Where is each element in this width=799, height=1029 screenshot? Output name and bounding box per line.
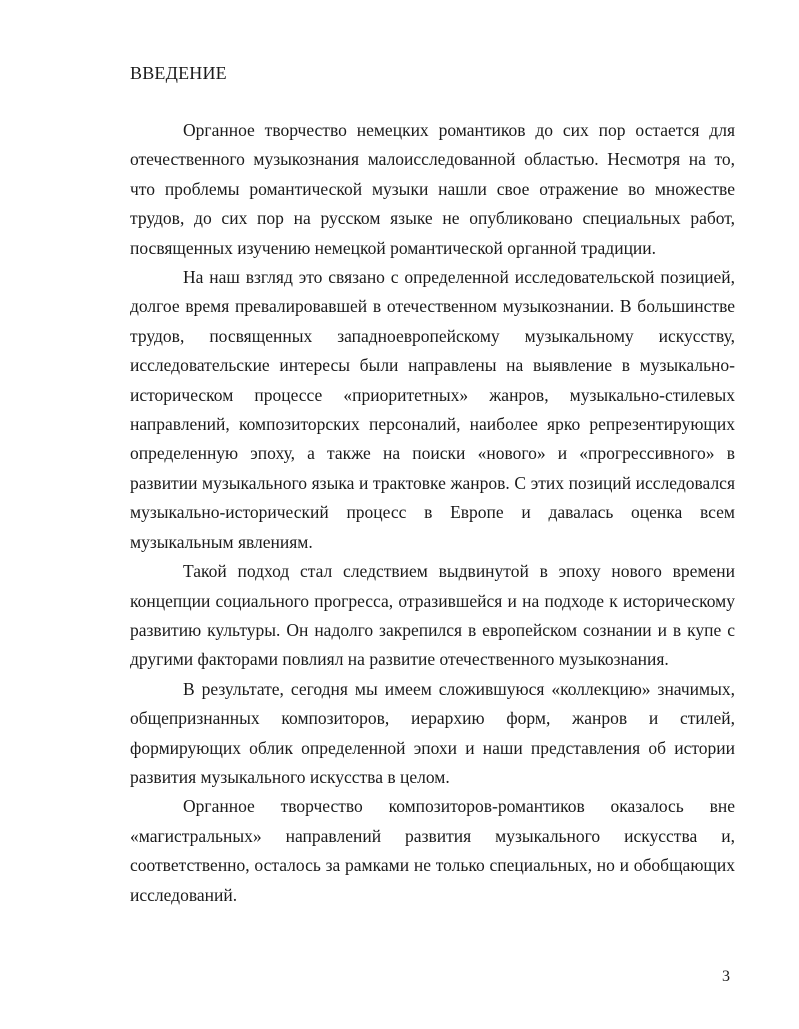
paragraph-5: Органное творчество композиторов-романтиков оказалось вне «магистральных» направлений развития музыкального искусства и, соответственно, осталось за рамками не только специальных, но и обобщающих исследований.: [130, 796, 735, 905]
page-number: 3: [722, 968, 730, 985]
body-text: [130, 116, 735, 910]
section-heading: ВВЕДЕНИЕ: [130, 63, 227, 83]
paragraph-3: Такой подход стал следствием выдвинутой в эпоху нового времени концепции социального прогресса, отразившейся и на подходе к историческому развитию культуры. Он надолго закрепился в европейском сознании и в купе с другими факторами повлиял на развитие отечественного музыкознания.: [130, 561, 735, 670]
paragraph-2: На наш взгляд это связано с определенной исследовательской позицией, долгое время превалировавшей в отечественном музыкознании. В большинстве трудов, посвященных западноевропейскому музыкальному искусству, исследовательские интересы были направлены на выявление в музыкально-историческом процессе «приоритетных» жанров, музыкально-стилевых направлений, композиторских персоналий, наиболее ярко репрезентирующих определенную эпоху, а также на поиски «нового» и «прогрессивного» в развитии музыкального языка и трактовке жанров. С этих позиций исследовался музыкально-исторический процесс в Европе и давалась оценка всем музыкальным явлениям.: [130, 267, 735, 552]
paragraph-1: Органное творчество немецких романтиков до сих пор остается для отечественного музыкознания малоисследованной областью. Несмотря на то, что проблемы романтической музыки нашли свое отражение во множестве трудов, до сих пор на русском языке не опубликовано специальных работ, посвященных изучению немецкой романтической органной традиции.: [130, 120, 735, 258]
paragraph-4: В результате, сегодня мы имеем сложившуюся «коллекцию» значимых, общепризнанных композиторов, иерархию форм, жанров и стилей, формирующих облик определенной эпохи и наши представления об истории развития музыкального искусства в целом.: [130, 678, 735, 787]
